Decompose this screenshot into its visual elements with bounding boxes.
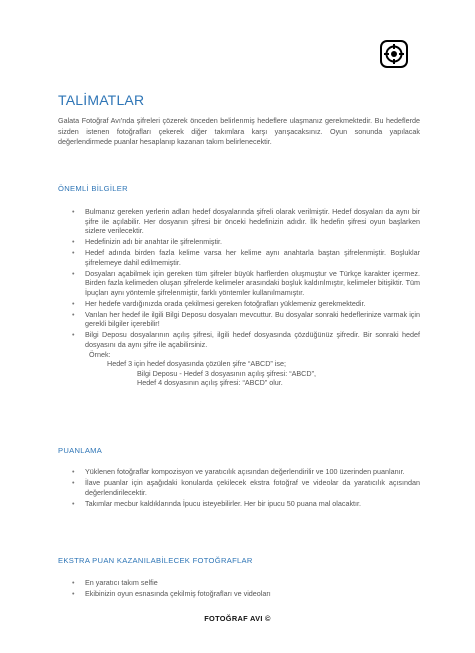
list-item: • Varılan her hedef ile ilgili Bilgi Deposu dosyaları mevcuttur. Bu dosyalar sonraki hedeflerinize varmak için gerekli bilgiler içerebilir! xyxy=(72,310,420,329)
list-item: • Hedef adında birden fazla kelime varsa her kelime aynı anahtarla baştan şifrelenmiştir. Boşluklar şifrelemeye dahil edilmemiştir. xyxy=(72,248,420,267)
footer: FOTOĞRAF AVI © xyxy=(204,614,271,623)
example-line: Hedef 4 dosyasının açılış şifresi: “ABCD” olur. xyxy=(137,378,283,388)
crosshair-icon xyxy=(380,40,408,68)
section-heading-extra: EKSTRA PUAN KAZANILABİLECEK FOTOĞRAFLAR xyxy=(58,556,253,565)
scoring-list xyxy=(72,467,420,510)
extra-list xyxy=(72,578,420,600)
list-item: • Ekibinizin oyun esnasında çekilmiş fotoğrafları ve videoları xyxy=(72,589,420,599)
example-line: Bilgi Deposu - Hedef 3 dosyasının açılış şifresi: “ABCD”, xyxy=(137,368,316,378)
list-item: • İlave puanlar için aşağıdaki konularda çekilecek ekstra fotoğraf ve videolar da yaratıcılık açısından değerlendirilecektir. xyxy=(72,478,420,497)
list-item: • Her hedefe vardığınızda orada çekilmesi gereken fotoğrafları yüklemeniz gerekmektedir. xyxy=(72,299,420,309)
intro-paragraph: Galata Fotoğraf Avı'nda şifreleri çözerek önceden belirlenmiş hedeflere ulaşmanız gerekmektedir. Bu hedeflerde sizden istenen fotoğrafları çekerek diğer takımlara karşı yarışacaksınız. Oyun sonunda yapılacak değerlendirmede puanlar hesaplanıp kazanan takım belirlenecektir. xyxy=(58,116,420,147)
example-label: Örnek: xyxy=(89,349,111,359)
section-heading-scoring: PUANLAMA xyxy=(58,446,103,455)
list-item xyxy=(72,330,420,388)
list-item: • En yaratıcı takım selfie xyxy=(72,578,420,588)
list-item-text: Bilgi Deposu dosyalarının açılış şifresi, ilgili hedef dosyasında çözdüğünüz şifredir. Bir sonraki hedef dosyasını da aynı şifre ile açabilirsiniz. xyxy=(85,330,420,350)
example-line: Hedef 3 için hedef dosyasında çözülen şifre “ABCD” ise; xyxy=(107,359,286,369)
list-item: • Bulmanız gereken yerlerin adları hedef dosyalarında şifreli olarak verilmiştir. Hedef dosyaları da aynı bir şifre ile açılabilir. Her dosyanın şifresi bir önceki hedefinizin adıdır. İlk hedefin şifresi oyun başlarken sizlere verilecektir. xyxy=(72,207,420,236)
list-item: • Dosyaları açabilmek için gereken tüm şifreler büyük harflerden oluşmuştur ve Türkçe karakter içermez. Birden fazla kelimeden oluşan şifrelerde kelimeler arasındaki boşluk kaldırılmıştır, kelimeler bitişiktir. Tüm İpuçları aynı yöntemle şifrelenmiştir, farklı yöntemler kullanılmamıştır. xyxy=(72,269,420,298)
list-item: • Hedefinizin adı bir anahtar ile şifrelenmiştir. xyxy=(72,237,420,247)
page-title: TALİMATLAR xyxy=(58,92,145,108)
list-item: • Yüklenen fotoğraflar kompozisyon ve yaratıcılık açısından değerlendirilir ve 100 üzerinden puanlanır. xyxy=(72,467,420,477)
section-heading-important: ÖNEMLİ BİLGİLER xyxy=(58,184,128,193)
list-item: • Takımlar mecbur kaldıklarında İpucu isteyebilirler. Her bir ipucu 50 puana mal olacaktır. xyxy=(72,499,420,509)
important-list xyxy=(72,207,420,389)
